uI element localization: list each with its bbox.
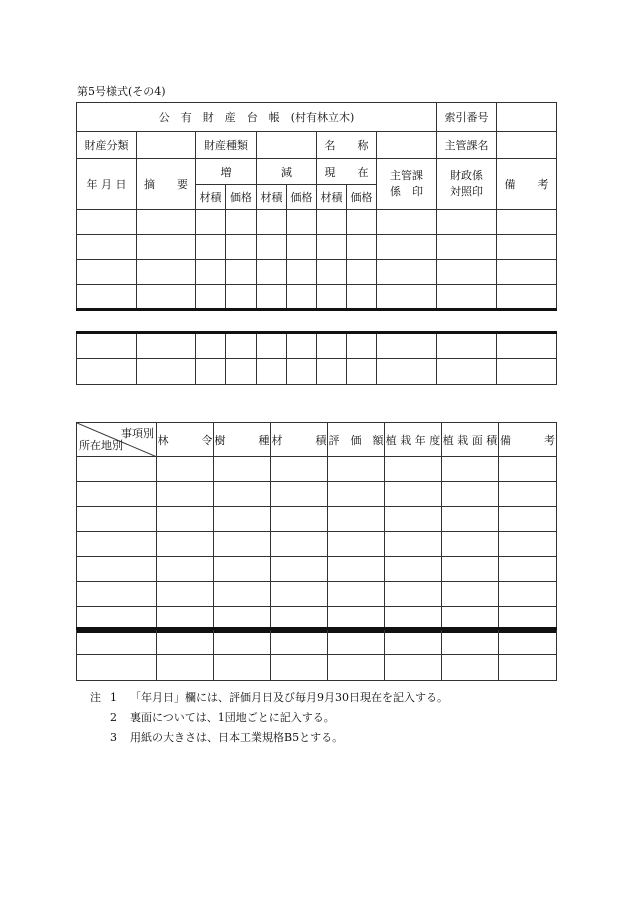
current-price-header: 価格 xyxy=(347,185,377,210)
forest-details-continuation xyxy=(76,627,557,681)
asset-class-cell[interactable] xyxy=(137,132,196,159)
diagonal-header-cell xyxy=(77,423,157,457)
dept-seal-header: 主管課 係 印 xyxy=(377,159,437,210)
table-row xyxy=(77,482,557,507)
note-prefix xyxy=(90,728,110,748)
table-row xyxy=(77,457,557,482)
table-row xyxy=(77,655,557,681)
dept-name-cell[interactable] xyxy=(497,132,557,159)
table-row xyxy=(77,507,557,532)
finance-seal-header: 財政係 対照印 xyxy=(437,159,497,210)
note-prefix: 注 xyxy=(90,691,101,704)
table-row xyxy=(77,210,557,235)
valuation-header: 評 価 額 xyxy=(328,423,385,457)
index-no-cell[interactable] xyxy=(497,103,557,132)
species-header: 樹 種 xyxy=(214,423,271,457)
decrease-price-header: 価格 xyxy=(287,185,317,210)
form-label: 第5号様式(その4) xyxy=(77,85,166,98)
summary-header: 摘 要 xyxy=(137,159,196,210)
table-row xyxy=(77,582,557,607)
note-item xyxy=(90,708,448,728)
forest-details-table xyxy=(76,422,557,633)
table-row xyxy=(77,532,557,557)
date-header: 年 月 日 xyxy=(77,159,137,210)
current-volume-header: 材積 xyxy=(317,185,347,210)
increase-price-header: 価格 xyxy=(226,185,257,210)
notes xyxy=(90,688,448,748)
current-header: 現 在 xyxy=(317,159,377,185)
item-label: 事項別 xyxy=(121,427,154,440)
table-row xyxy=(77,285,557,310)
table-row xyxy=(77,260,557,285)
increase-header: 増 xyxy=(196,159,257,185)
decrease-volume-header: 材積 xyxy=(257,185,287,210)
note-item xyxy=(90,688,448,708)
table-row xyxy=(77,359,557,385)
plant-area-header: 植 栽 面 積 xyxy=(442,423,499,457)
location-label: 所在地別 xyxy=(79,439,123,452)
increase-volume-header: 材積 xyxy=(196,185,226,210)
register-title: 公 有 財 産 台 帳 (村有林立木) xyxy=(77,103,437,132)
note-text: 用紙の大きさは、日本工業規格B5とする。 xyxy=(130,731,344,744)
table-row xyxy=(77,235,557,260)
remarks-header: 備 考 xyxy=(497,159,557,210)
asset-type-label: 財産種類 xyxy=(196,132,257,159)
note-text: 裏面については、1団地ごとに記入する。 xyxy=(130,711,335,724)
note-number: 1 xyxy=(110,691,117,704)
name-cell[interactable] xyxy=(377,132,437,159)
remarks-header: 備 考 xyxy=(499,423,557,457)
note-item xyxy=(90,728,448,748)
index-no-label: 索引番号 xyxy=(437,103,497,132)
name-label: 名 称 xyxy=(317,132,377,159)
table-row xyxy=(77,629,557,655)
asset-class-label: 財産分類 xyxy=(77,132,137,159)
plant-year-header: 植 栽 年 度 xyxy=(385,423,442,457)
table-row xyxy=(77,557,557,582)
note-text: 「年月日」欄には、評価月日及び毎月9月30日現在を記入する。 xyxy=(130,691,448,704)
volume-header: 材 積 xyxy=(271,423,328,457)
asset-register-continuation xyxy=(76,331,557,385)
note-prefix xyxy=(90,708,110,728)
table-row xyxy=(77,333,557,359)
note-number: 3 xyxy=(110,731,117,744)
asset-register-table xyxy=(76,102,557,311)
note-number: 2 xyxy=(110,711,117,724)
asset-type-cell[interactable] xyxy=(257,132,317,159)
dept-name-label: 主管課名 xyxy=(437,132,497,159)
age-header: 林 令 xyxy=(157,423,214,457)
decrease-header: 減 xyxy=(257,159,317,185)
